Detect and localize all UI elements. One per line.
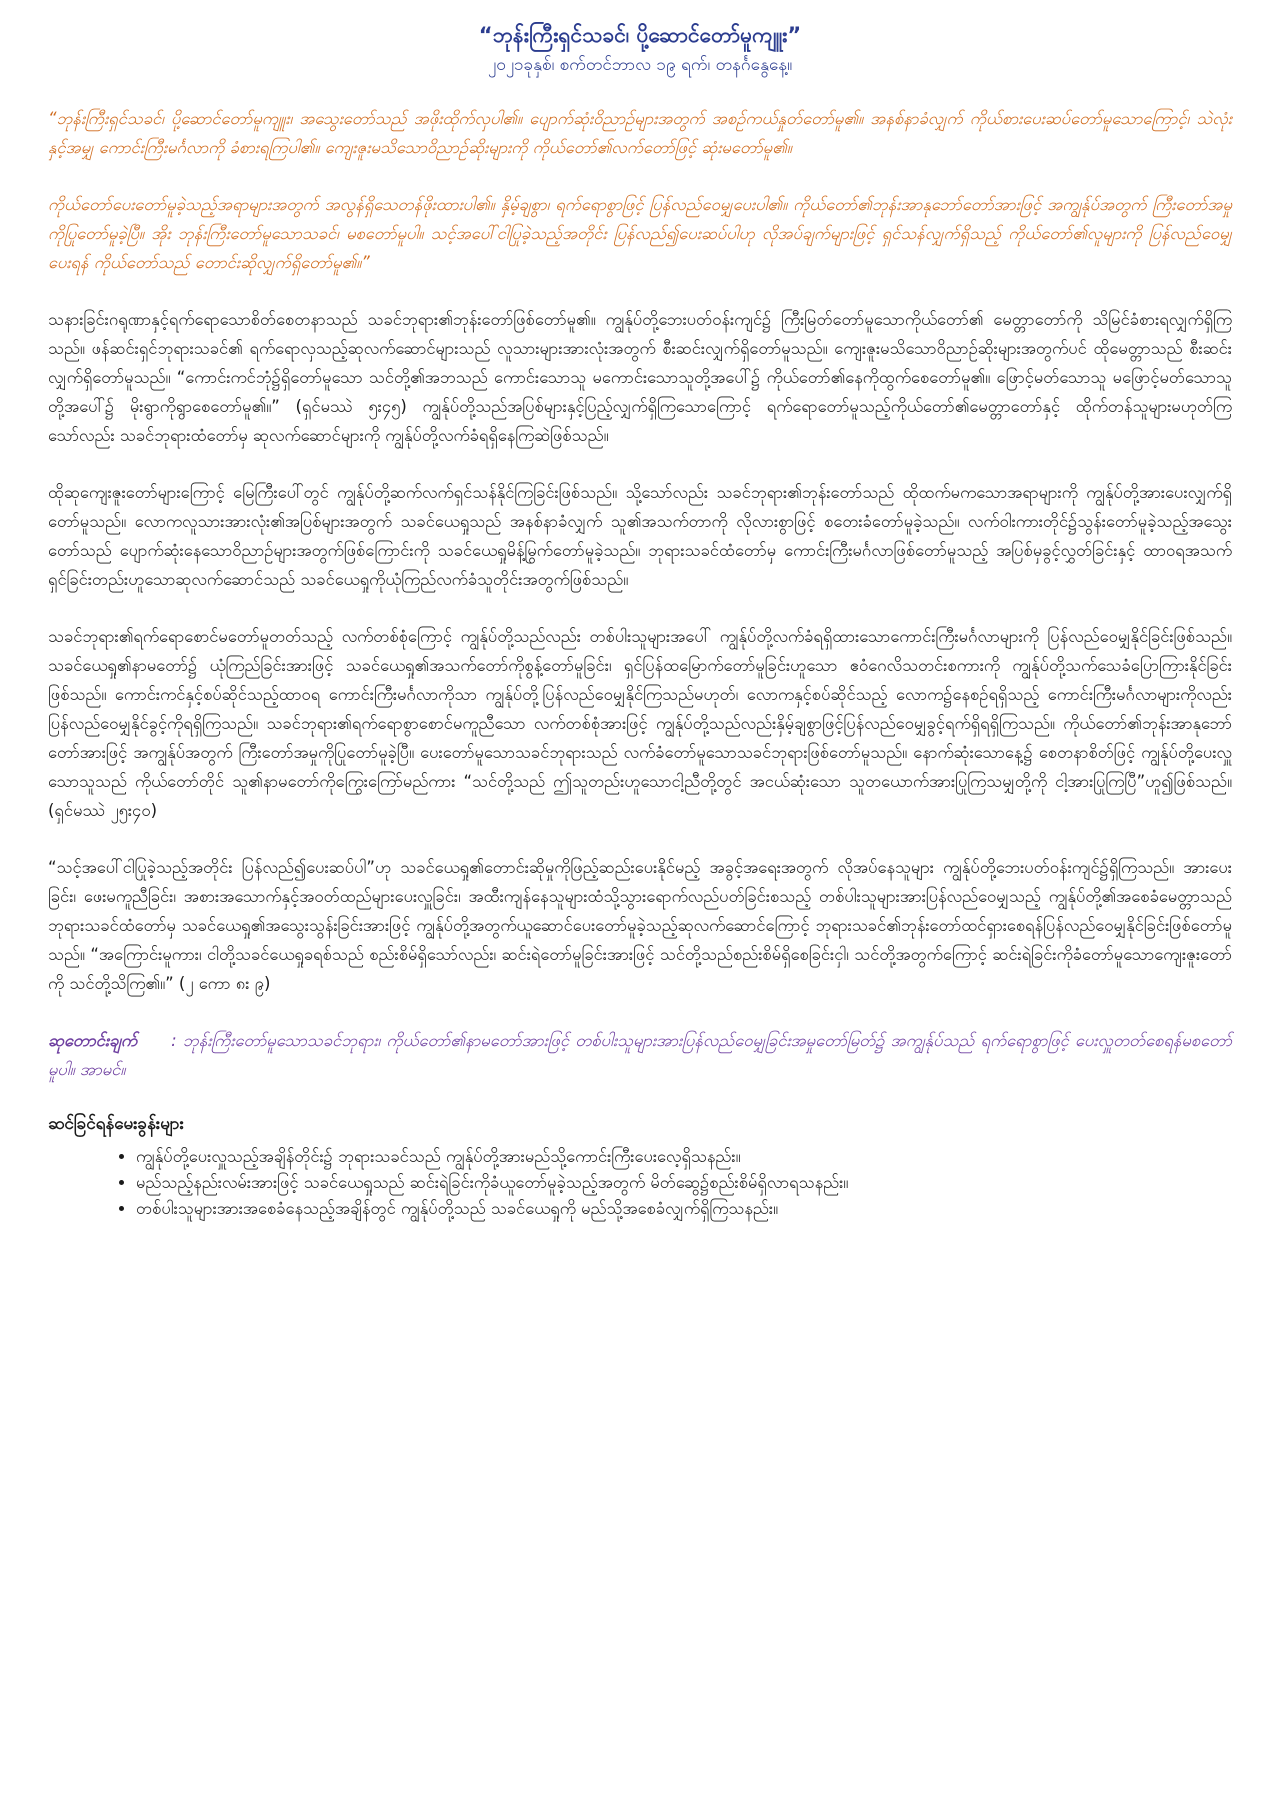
devotional-page	[48, 20, 1232, 1222]
list-item: • တစ်ပါးသူများအားအစေခံနေသည့်အချိန်တွင် ကျွန်ုပ်တို့သည် သခင်ယေရှုကို မည်သို့အစေခံလျှက်ရှိကြသနည်း။	[136, 1196, 1232, 1222]
list-item: • ကျွန်ုပ်တို့ပေးလှူသည့်အချိန်တိုင်း၌ ဘုရားသခင်သည် ကျွန်ုပ်တို့အားမည်သို့ကောင်းကြီးပေးလေ့ရှိသနည်း။	[136, 1144, 1232, 1170]
questions-heading: ဆင်ခြင်ရန်မေးခွန်းများ	[48, 1114, 184, 1134]
list-item: • မည်သည့်နည်းလမ်းအားဖြင့် သခင်ယေရှုသည် ဆင်းရဲခြင်းကိုခံယူတော်မူခဲ့သည့်အတွက် မိတ်ဆွေ၌စည်းစိမ်ရှိလာရသနည်း။	[136, 1170, 1232, 1196]
quote-paragraph-2: ကိုယ်တော်ပေးတော်မူခဲ့သည့်အရာများအတွက် အလွန်ရှိသေတန်ဖိုးထားပါ၏။ နှိမ့်ချစွာ၊ ရက်ရောစွာဖြင့် ပြန်လည်ဝေမျှပေးပါ၏။ ကိုယ်တော်၏ဘုန်းအာနုဘော်တော်အားဖြင့် အကျွန်ုပ်အတွက် ကြီးတော်အမှုကိုပြုတော်မူခဲ့ပြီ။ အိုး ဘုန်းကြီးတော်မူသောသခင်၊ မစတော်မူပါ။ သင့်အပေါ်ငါပြုခဲ့သည့်အတိုင်း ပြန်လည်၍ပေးဆပ်ပါဟု လိုအပ်ချက်များဖြင့် ရှင်သန်လျှက်ရှိသည့် ကိုယ်တော်၏လူများကို ပြန်လည်ဝေမျှပေးရန် ကိုယ်တော်သည် တောင်းဆိုလျှက်ရှိတော်မူ၏။”	[48, 195, 1232, 272]
quote-paragraph-1: “ဘုန်းကြီးရှင်သခင်၊ ပို့ဆောင်တော်မူကျူး၊ အသွေးတော်သည် အဖိုးထိုက်လှပါ၏။ ပျောက်ဆုံးဝိညာဉ်များအတွက် အစဉ်ကယ်နှုတ်တော်မူ၏။ အနစ်နာခံလျှက် ကိုယ်စားပေးဆပ်တော်မူသောကြောင့်၊ သဲလုံးနှင့်အမျှ ကောင်းကြီးမင်္ဂလာကို ခံစားရကြပါ၏။ ကျေးဇူးမသိသောဝိညာဉ်ဆိုးများကို ကိုယ်တော်၏လက်တော်ဖြင့် ဆုံးမတော်မူ၏။	[48, 109, 1232, 157]
body-paragraph-1: သနားခြင်းဂရုဏာနှင့်ရက်ရောသောစိတ်စေတနာသည် သခင်ဘုရား၏ဘုန်းတော်ဖြစ်တော်မူ၏။ ကျွန်ုပ်တို့ဘေးပတ်ဝန်းကျင်၌ ကြီးမြတ်တော်မူသောကိုယ်တော်၏ မေတ္တာတော်ကို သိမြင်ခံစားရလျှက်ရှိကြသည်။ ဖန်ဆင်းရှင်ဘုရားသခင်၏ ရက်ရောလှသည့်ဆုလက်ဆောင်များသည် လူသားများအားလုံးအတွက် စီးဆင်းလျှက်ရှိတော်မူသည်။ ကျေးဇူးမသိသောဝိညာဉ်ဆိုးများအတွက်ပင် ထိုမေတ္တာသည် စီးဆင်းလျှက်ရှိတော်မူသည်။ “ကောင်းကင်ဘုံ၌ရှိတော်မူသော သင်တို့၏အဘသည် ကောင်းသောသူ မကောင်းသောသူတို့အပေါ်၌ ကိုယ်တော်၏နေကိုထွက်စေတော်မူ၏။ ဖြောင့်မတ်သောသူ မဖြောင့်မတ်သောသူတို့အပေါ်၌ မိုးရွာကိုရွာစေတော်မူ၏။” (ရှင်မဿဲ ၅း၄၅) ကျွန်ုပ်တို့သည်အပြစ်များနှင့်ပြည့်လျှက်ရှိကြသောကြောင့် ရက်ရောတော်မူသည့်ကိုယ်တော်၏မေတ္တာတော်နှင့် ထိုက်တန်သူများမဟုတ်ကြသော်လည်း သခင်ဘုရားထံတော်မှ ဆုလက်ဆောင်များကို ကျွန်ုပ်တို့လက်ခံရရှိနေကြဆဲဖြစ်သည်။	[48, 310, 1232, 445]
body-paragraph-3: သခင်ဘုရား၏ရက်ရောစောင်မတော်မူတတ်သည့် လက်တစ်စုံကြောင့် ကျွန်ုပ်တို့သည်လည်း တစ်ပါးသူများအပေါ် ကျွန်ုပ်တို့လက်ခံရရှိထားသောကောင်းကြီးမင်္ဂလာများကို ပြန်လည်ဝေမျှနိုင်ခြင်းဖြစ်သည်။ သခင်ယေရှု၏နာမတော်၌ ယုံကြည်ခြင်းအားဖြင့် သခင်ယေရှု၏အသက်တော်ကိုစွန့်တော်မူခြင်း၊ ရှင်ပြန်ထမြောက်တော်မူခြင်းဟူသော ဧဝံဂေလိသတင်းစကားကို ကျွန်ုပ်တို့သက်သေခံပြောကြားနိုင်ခြင်းဖြစ်သည်။ ကောင်းကင်နှင့်စပ်ဆိုင်သည့်ထာဝရ ကောင်းကြီးမင်္ဂလာကိုသာ ကျွန်ုပ်တို့ပြန်လည်ဝေမျှနိုင်ကြသည်မဟုတ်၊ လောကနှင့်စပ်ဆိုင်သည့် လောက၌နေစဉ်ရရှိသည့် ကောင်းကြီးမင်္ဂလာများကိုလည်း ပြန်လည်ဝေမျှနိုင်ခွင့်ကိုရရှိကြသည်။ သခင်ဘုရား၏ရက်ရောစွာစောင်မကူညီသော လက်တစ်စုံအားဖြင့် ကျွန်ုပ်တို့သည်လည်းနှိမ့်ချစွာဖြင့်ပြန်လည်ဝေမျှခွင့်ရက်ရှိရရှိကြသည်။ ကိုယ်တော်၏ဘုန်းအာနုဘော်တော်အားဖြင့် အကျွန်ုပ်အတွက် ကြီးတော်အမှုကိုပြုတော်မူခဲ့ပြီ။ ပေးတော်မူသောသခင်ဘုရားသည် လက်ခံတော်မူသောသခင်ဘုရားဖြစ်တော်မူသည်။ နောက်ဆုံးသောနေ့၌ စေတနာစိတ်ဖြင့် ကျွန်ုပ်တို့ပေးလှူသောသူသည် ကိုယ်တော်တိုင် သူ၏နာမတော်ကိုကြွေးကြော်မည်ကား “သင်တို့သည် ဤသူတည်းဟူသောငါ့ညီတို့တွင် အငယ်ဆုံးသော သူတယောက်အားပြုကြသမျှတို့ကို ငါ့အားပြုကြပြီ”ဟူ၍ဖြစ်သည်။ (ရှင်မဿဲ ၂၅း၄၀)	[48, 627, 1232, 820]
prayer-label: ဆုတောင်းချက်	[48, 1031, 138, 1050]
date-line: ၂၀၂၁ခုနှစ်၊ စက်တင်ဘာလ ၁၉ ရက်၊ တနင်္ဂနွေနေ့။	[487, 55, 793, 75]
body-paragraph-2: ထိုဆုကျေးဇူးတော်များကြောင့် မြေကြီးပေါ်တွင် ကျွန်ုပ်တို့ဆက်လက်ရှင်သန်နိုင်ကြခြင်းဖြစ်သည်။ သို့သော်လည်း သခင်ဘုရား၏ဘုန်းတော်သည် ထိုထက်မကသောအရာများကို ကျွန်ုပ်တို့အားပေးလျှက်ရှိတော်မူသည်။ လောကလူသားအားလုံး၏အပြစ်များအတွက် သခင်ယေရှုသည် အနစ်နာခံလျှက် သူ၏အသက်တာကို လိုလားစွာဖြင့် စတေးခံတော်မူခဲ့သည်။ လက်ဝါးကားတိုင်၌သွန်းတော်မူခဲ့သည့်အသွေးတော်သည် ပျောက်ဆုံးနေသောဝိညာဉ်များအတွက်ဖြစ်ကြောင်းကို သခင်ယေရှုမိန့်မြွက်တော်မူခဲ့သည်။ ဘုရားသခင်ထံတော်မှ ကောင်းကြီးမင်္ဂလာဖြစ်တော်မူသည့် အပြစ်မှခွင့်လွှတ်ခြင်းနှင့် ထာဝရအသက်ရှင်ခြင်းတည်းဟူသောဆုလက်ဆောင်သည် သခင်ယေရှုကိုယုံကြည်လက်ခံသူတိုင်းအတွက်ဖြစ်သည်။	[48, 483, 1232, 589]
prayer-paragraph	[48, 1026, 1232, 1084]
questions-list	[48, 1144, 1232, 1222]
page-title: “ဘုန်းကြီးရှင်သခင်၊ ပို့ဆောင်တော်မူကျူး”	[478, 23, 802, 47]
body-paragraph-4: “သင့်အပေါ်ငါပြုခဲ့သည့်အတိုင်း ပြန်လည်၍ပေးဆပ်ပါ”ဟု သခင်ယေရှု၏တောင်းဆိုမှုကိုဖြည့်ဆည်းပေးနိုင်မည့် အခွင့်အရေးအတွက် လိုအပ်နေသူများ ကျွန်ုပ်တို့ဘေးပတ်ဝန်းကျင်၌ရှိကြသည်။ အားပေးခြင်း၊ ဖေးမကူညီခြင်း၊ အစားအသောက်နှင့်အဝတ်ထည်များပေးလှူခြင်း၊ အထီးကျန်နေသူများထံသို့သွားရောက်လည်ပတ်ခြင်းစသည့် တစ်ပါးသူများအားပြန်လည်ဝေမျှသည့် ကျွန်ုပ်တို့၏အစေခံမေတ္တာသည် ဘုရားသခင်ထံတော်မှ သခင်ယေရှု၏အသွေးသွန်းခြင်းအားဖြင့် ကျွန်ုပ်တို့အတွက်ယူဆောင်ပေးတော်မူခဲ့သည့်ဆုလက်ဆောင်ကြောင့် ဘုရားသခင်၏ဘုန်းတော်ထင်ရှားစေရန်ပြန်လည်ဝေမျှနိုင်ခြင်းဖြစ်တော်မူသည်။ “အကြောင်းမူကား၊ ငါတို့သခင်ယေရှုခရစ်သည် စည်းစိမ်ရှိသော်လည်း၊ ဆင်းရဲတော်မူခြင်းအားဖြင့် သင်တို့သည်စည်းစိမ်ရှိစေခြင်းငှါ၊ သင်တို့အတွက်ကြောင့် ဆင်းရဲခြင်းကိုခံတော်မူသောကျေးဇူးတော်ကို သင်တို့သိကြ၏။” (၂ ကော ၈း ၉)	[48, 858, 1232, 993]
prayer-text: : ဘုန်းကြီးတော်မူသောသခင်ဘုရား၊ ကိုယ်တော်၏နာမတော်အားဖြင့် တစ်ပါးသူများအားပြန်လည်ဝေမျှခြင်းအမှုတော်မြတ်၌ အကျွန်ုပ်သည် ရက်ရောစွာဖြင့် ပေးလှူတတ်စေရန်မစတော်မူပါ။ အာမင်။	[48, 1031, 1232, 1079]
